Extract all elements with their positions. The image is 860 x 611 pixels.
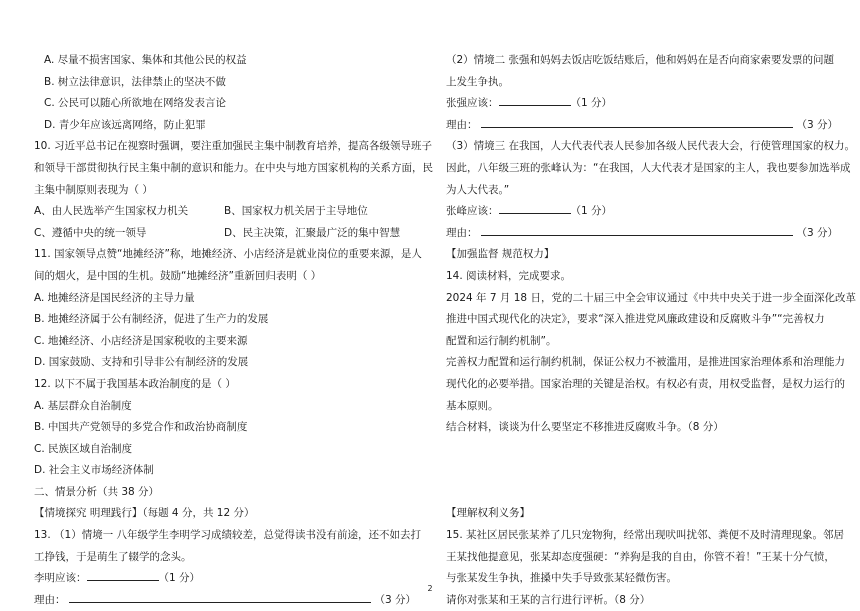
q13-3-answer-blank[interactable] bbox=[499, 201, 571, 214]
q13-3-reason-row bbox=[446, 223, 838, 245]
q11-stem-line1: 11. 国家领导点赞“地摊经济”称，地摊经济、小店经济是就业岗位的重要来源，是人 bbox=[34, 248, 422, 261]
q13-3-answer-label: 张峰应该： bbox=[446, 205, 499, 218]
q14-stem: 14. 阅读材料，完成要求。 bbox=[446, 269, 572, 282]
q13-2-answer-blank[interactable] bbox=[499, 93, 571, 106]
q10-stem-line3: 主集中制原则表现为（ ） bbox=[34, 183, 153, 196]
q12-stem: 12. 以下不属于我国基本政治制度的是（ ） bbox=[34, 377, 236, 390]
q13-2-answer-label: 张强应该： bbox=[446, 97, 499, 110]
q10-option-c: C、遵循中央的统一领导 bbox=[34, 226, 147, 239]
q13-3-stem-line1: （3）情境三 在我国，人大代表代表人民参加各级人民代表大会，行使管理国家的权力。 bbox=[446, 140, 856, 153]
q13-3-answer-score: （1 分） bbox=[570, 205, 613, 218]
q11-option-a: A. 地摊经济是国民经济的主导力量 bbox=[34, 291, 195, 304]
q13-stem-line2: 工挣钱，于是萌生了辍学的念头。 bbox=[34, 550, 192, 563]
q10-options-ab bbox=[34, 201, 416, 223]
q12-option-c: C. 民族区域自治制度 bbox=[34, 442, 133, 455]
q13-3-stem-line3: 为人大代表。” bbox=[446, 183, 510, 196]
q11-option-d: D. 国家鼓励、支持和引导非公有制经济的发展 bbox=[34, 356, 249, 369]
q13-2-stem-line1: （2）情境二 张强和妈妈去饭店吃饭结账后，他和妈妈在是否向商家索要发票的问题 bbox=[446, 54, 835, 66]
q13-2-reason-blank[interactable] bbox=[481, 115, 794, 128]
right-column bbox=[446, 50, 856, 611]
q15-question: 请你对张某和王某的言行进行评析。（8 分） bbox=[446, 593, 651, 606]
q14-material-line2: 推进中国式现代化的决定》，要求“深入推进党风廉政建设和反腐败斗争”“完善权力 bbox=[446, 313, 825, 326]
q9-option-d: D. 青少年应该远离网络，防止犯罪 bbox=[44, 118, 206, 131]
q13-stem-line1: 13. （1）情境一 八年级学生李明学习成绩较差，总觉得读书没有前途，还不如去打 bbox=[34, 529, 422, 542]
q13-2-stem-line2: 上发生争执。 bbox=[446, 75, 509, 88]
q11-stem-line2: 间的烟火，是中国的生机。鼓励“地摊经济”重新回归表明（ ） bbox=[34, 269, 322, 282]
section-rights-heading: 【理解权利义务】 bbox=[446, 507, 530, 520]
q13-2-reason-label: 理由： bbox=[446, 118, 478, 131]
q10-stem-line2: 和领导干部贯彻执行民主集中制的意识和能力。在中央与地方国家机构的关系方面，民 bbox=[34, 161, 433, 174]
q14-material-line4: 完善权力配置和运行制约机制，保证公权力不被滥用，是推进国家治理体系和治理能力 bbox=[446, 356, 845, 369]
left-column bbox=[34, 50, 433, 611]
q13-answer-label: 李明应该： bbox=[34, 572, 87, 585]
q12-option-a: A. 基层群众自治制度 bbox=[34, 399, 132, 412]
q13-3-reason-label: 理由： bbox=[446, 226, 478, 239]
q14-material-line5: 现代化的必要举措。国家治理的关键是治权。有权必有责，用权受监督，是权力运行的 bbox=[446, 377, 845, 390]
q13-answer-blank[interactable] bbox=[87, 568, 159, 581]
q15-stem-line1: 15. 某社区居民张某养了几只宠物狗，经常出现吠叫扰邻、粪便不及时清理现象。邻居 bbox=[446, 529, 845, 542]
q13-3-answer-row bbox=[446, 201, 838, 223]
q9-option-a: A. 尽量不损害国家、集体和其他公民的权益 bbox=[44, 54, 247, 66]
q13-3-stem-line2: 因此，八年级三班的张峰认为：“在我国，人大代表才是国家的主人，我也要参加选举成 bbox=[446, 161, 851, 174]
section2-title: 二、情景分析（共 38 分） bbox=[34, 485, 160, 498]
section2-subtitle: 【情境探究 明理践行】（每题 4 分，共 12 分） bbox=[34, 507, 255, 520]
q13-2-answer-score: （1 分） bbox=[570, 97, 613, 110]
q11-option-b: B. 地摊经济属于公有制经济，促进了生产力的发展 bbox=[34, 313, 269, 326]
q13-2-answer-row bbox=[446, 93, 838, 115]
q13-3-reason-score: （3 分） bbox=[796, 226, 838, 239]
q12-option-d: D. 社会主义市场经济体制 bbox=[34, 464, 154, 477]
q10-options-cd bbox=[34, 223, 416, 245]
q13-answer-score: （1 分） bbox=[158, 572, 201, 585]
q10-option-b: B、国家权力机关居于主导地位 bbox=[224, 205, 368, 218]
q15-stem-line2: 王某找他提意见，张某却态度强硬：“养狗是我的自由，你管不着！”王某十分气愤， bbox=[446, 550, 835, 563]
section-supervise-heading: 【加强监督 规范权力】 bbox=[446, 248, 555, 261]
q13-reason-label: 理由： bbox=[34, 593, 66, 606]
q13-2-reason-row bbox=[446, 115, 838, 137]
page-number: 2 bbox=[427, 584, 433, 593]
q14-material-line3: 配置和运行制约机制”。 bbox=[446, 334, 557, 347]
q10-option-d: D、民主决策，汇聚最广泛的集中智慧 bbox=[224, 226, 401, 239]
q12-option-b: B. 中国共产党领导的多党合作和政治协商制度 bbox=[34, 421, 248, 434]
q13-reason-score: （3 分） bbox=[374, 593, 416, 606]
q9-option-c: C. 公民可以随心所欲地在网络发表言论 bbox=[44, 97, 227, 110]
q10-option-a: A、由人民选举产生国家权力机关 bbox=[34, 205, 189, 218]
q13-3-reason-blank[interactable] bbox=[481, 223, 794, 236]
q13-2-reason-score: （3 分） bbox=[796, 118, 838, 131]
q11-option-c: C. 地摊经济、小店经济是国家税收的主要来源 bbox=[34, 334, 248, 347]
q10-stem-line1: 10. 习近平总书记在视察时强调，要注重加强民主集中制教育培养，提高各级领导班子 bbox=[34, 140, 433, 153]
q14-material-line1: 2024 年 7 月 18 日，党的二十届三中全会审议通过《中共中央关于进一步全面深化改革 bbox=[446, 291, 856, 304]
q15-stem-line3: 与张某发生争执，推搡中失手导致张某轻微伤害。 bbox=[446, 572, 677, 585]
q14-material-line6: 基本原则。 bbox=[446, 399, 499, 412]
q9-option-b: B. 树立法律意识，法律禁止的坚决不做 bbox=[44, 75, 226, 88]
q14-question: 结合材料，谈谈为什么要坚定不移推进反腐败斗争。（8 分） bbox=[446, 421, 724, 434]
